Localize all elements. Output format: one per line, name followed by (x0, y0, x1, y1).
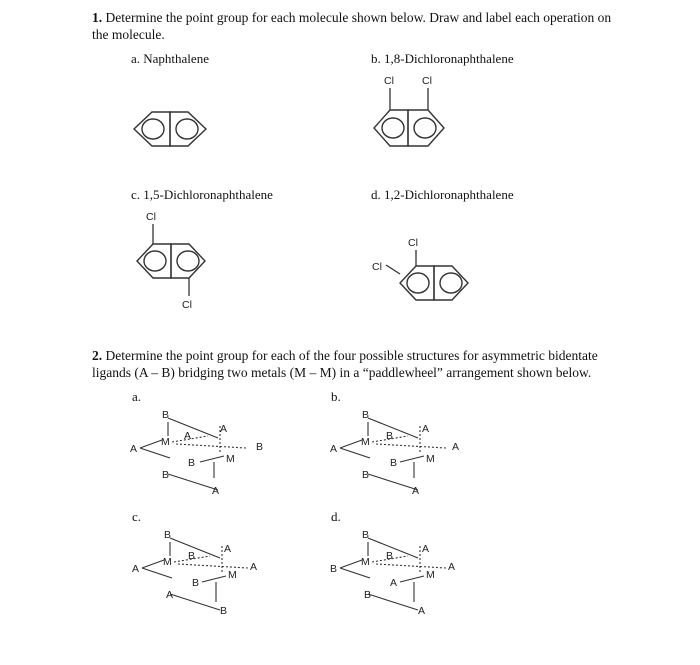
dichloronaphthalene-18-structure (368, 72, 454, 154)
chlorine-label: Cl (372, 261, 382, 273)
atom-label: M (228, 569, 237, 581)
atom-label: A (448, 561, 456, 573)
atom-label: A (250, 561, 258, 573)
paddlewheel-a (128, 404, 278, 500)
atom-label: A (132, 563, 140, 575)
q2-label-b: b. (331, 389, 341, 404)
atom-label: B (162, 469, 170, 481)
question-1 (92, 9, 612, 43)
atom-label: B (362, 529, 370, 541)
atom-label: B (386, 550, 394, 562)
atom-label: A (212, 485, 220, 497)
paddlewheel-b (328, 404, 478, 500)
atom-label: A (422, 423, 430, 435)
atom-label: B (362, 469, 370, 481)
paddlewheel-d (328, 524, 478, 624)
chlorine-label: Cl (422, 75, 432, 87)
atom-label: A (184, 430, 192, 442)
atom-label: A (452, 441, 460, 453)
atom-label: B (162, 409, 170, 421)
atom-label: A (166, 589, 174, 601)
question-2-number: 2. (92, 348, 103, 363)
atom-label: M (163, 556, 172, 568)
atom-label: B (256, 441, 264, 453)
chlorine-label: Cl (408, 237, 418, 249)
atom-label: B (390, 457, 398, 469)
paddlewheel-c (130, 524, 280, 624)
atom-label: B (164, 529, 172, 541)
atom-label: B (330, 563, 338, 575)
naphthalene-structure (130, 108, 216, 150)
atom-label: M (426, 453, 435, 465)
q1-label-d: d. 1,2-Dichloronaphthalene (371, 187, 514, 202)
atom-label: A (220, 423, 228, 435)
atom-label: M (426, 569, 435, 581)
chlorine-label: Cl (182, 299, 192, 311)
atom-label: A (330, 443, 338, 455)
q1-label-c: c. 1,5-Dichloronaphthalene (131, 187, 273, 202)
atom-label: B (220, 605, 228, 617)
atom-label: B (364, 589, 372, 601)
atom-label: M (361, 436, 370, 448)
question-2 (92, 347, 612, 381)
atom-label: B (188, 457, 196, 469)
chlorine-label: Cl (146, 211, 156, 223)
atom-label: A (422, 543, 430, 555)
atom-label: A (390, 577, 398, 589)
dichloronaphthalene-15-structure (134, 208, 220, 316)
q2-label-d: d. (331, 509, 341, 524)
atom-label: B (362, 409, 370, 421)
question-1-text: Determine the point group for each molecule shown below. Draw and label each operation on the molecule. (92, 10, 612, 42)
q2-label-c: c. (132, 509, 142, 524)
q2-label-a: a. (132, 389, 142, 404)
atom-label: B (192, 577, 200, 589)
question-2-text: Determine the point group for each of the four possible structures for asymmetric bidentate ligands (A – B) bridging two metals (M – M) in a “paddlewheel” arrangement shown below. (92, 348, 598, 380)
chlorine-label: Cl (384, 75, 394, 87)
atom-label: M (161, 436, 170, 448)
atom-label: M (226, 453, 235, 465)
atom-label: A (130, 443, 138, 455)
atom-label: A (418, 605, 426, 617)
atom-label: B (386, 430, 394, 442)
dichloronaphthalene-12-structure (364, 232, 484, 304)
q1-label-a: a. Naphthalene (131, 51, 209, 66)
atom-label: A (224, 543, 232, 555)
atom-label: A (412, 485, 420, 497)
atom-label: B (188, 550, 196, 562)
atom-label: M (361, 556, 370, 568)
question-1-number: 1. (92, 10, 103, 25)
q1-label-b: b. 1,8-Dichloronaphthalene (371, 51, 514, 66)
